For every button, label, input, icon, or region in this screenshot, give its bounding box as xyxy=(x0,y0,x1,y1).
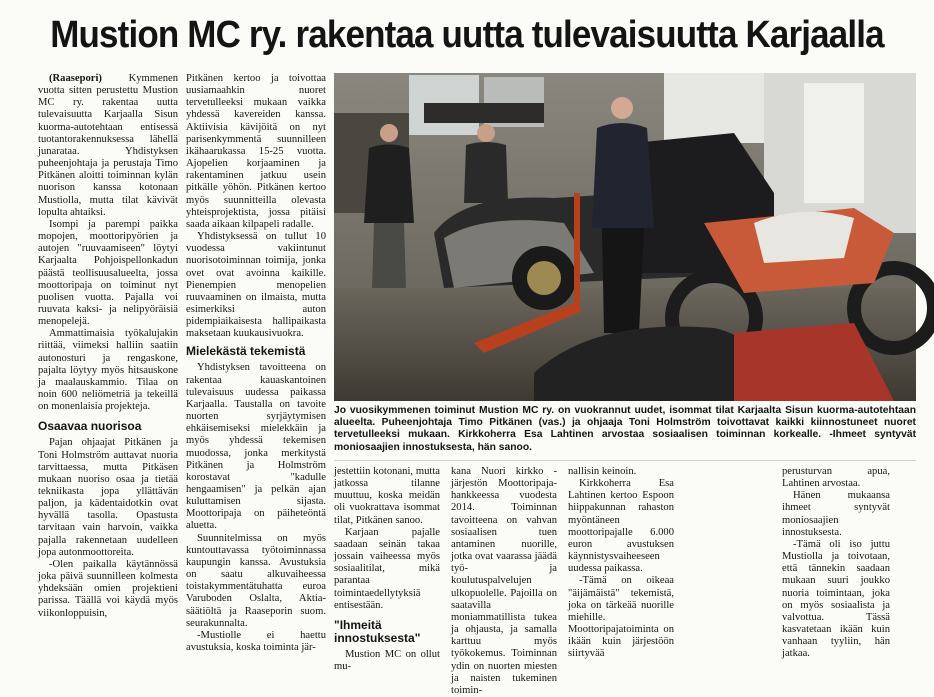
paragraph: Mustion MC on ollut mu- xyxy=(334,648,440,673)
subheading-ihmeita-innostuksesta: "Ihmeitä innostuksesta" xyxy=(334,617,421,645)
headline: Mustion MC ry. rakentaa uutta tulevaisuutta Karjaalla xyxy=(50,14,884,56)
paragraph: perusturvan apua, Lahtinen arvostaa. xyxy=(782,466,890,490)
paragraph: Pajan ohjaajat Pitkänen ja Toni Holmström auttavat nuoria tarvittaessa, mutta Pitkäsen mukaan nuoriso osaa ja tietää tekniikasta jopa yllättävän paljon, ja kädentaidotkin ovat hyvällä tasolla. Opastusta tarvitaan vain harvoin, vaikka pajalla rakennetaan uudelleen jopa autonmoottoreita. xyxy=(38,437,178,558)
photo-caption: Jo vuosikymmenen toiminut Mustion MC ry. on vuokrannut uudet, isommat tilat Karjaalta Sisun kuorma-autotehtaan alueelta. Puheenjohtaja Timo Pitkänen (vas.) ja ohjaaja Toni Holmström toivottavat kaikki kiinnostuneet nuoret tervetulleeksi mukaan. Kirkkoherra Esa Lahtinen arvostaa sosiaalisen toiminnan korkealle. -Ihmeet syntyvät moniosaajien innostuksesta, hän sanoo. xyxy=(334,405,916,453)
paragraph: Kirkkoherra Esa Lahtinen kertoo Espoon hiippakunnan rahaston myöntäneen moottoripajalle 6.000 euron avustuksen käynnistysvaiheeseen uudessa paikassa. xyxy=(568,478,674,575)
article-column-1 xyxy=(38,73,178,633)
paragraph: -Mustiolle ei haettu avustuksia, koska toiminta jär- xyxy=(186,629,326,654)
paragraph: -Tämä oli iso juttu Mustiolla ja toivotaan, että tännekin saadaan mukaan suuri joukko nuoria toimintaan, joka on myös sosiaalista ja valvottua. Tässä kasvatetaan ikään kuin vanhaan tyyliin, hän jatkaa. xyxy=(782,538,890,660)
article-column-5 xyxy=(568,466,674,660)
paragraph: nallisin keinoin. xyxy=(568,466,637,477)
subheading-mielekasta-tekemista: Mielekästä tekemistä xyxy=(186,344,306,359)
paragraph: Yhdistyksessä on tullut 10 vuodessa vakiintunut nuorisotoiminnan toimija, jonka ovet ovat avoinna kaikille. Pienempien menopelien ruuvaaminen on ilmaista, mutta esimerkiksi auton pidempiaikaisesta hallipaikasta maksetaan kuukausivuokra. xyxy=(186,231,326,340)
article-column-2 xyxy=(186,73,326,654)
paragraph: kana Nuori kirkko -järjestön Moottoripaja-hankkeessa vuodesta 2014. Toiminnan tavoitteena on vahvan sosiaalisen tuen antaminen nuorille, jotka ovat vaarassa jäädä työ- ja koulutuspalvelujen ulkopuolelle. Pajoilla on saatavilla moniammatillista tukea ja ohjausta, ja samalla karttuu myös työkokemus. Toiminnan ydin on nuorten miesten ja naisten tukeminen toimin- xyxy=(451,466,557,696)
paragraph: -Olen paikalla käytännössä joka päivä suunnilleen kolmesta yhdeksään omien projektieni parissa. Täällä voi käydä myös viikonloppuisin, xyxy=(38,558,178,619)
paragraph: Pitkänen kertoo ja toivottaa uusiamaahkin nuoret tervetulleeksi mukaan vaikka yhdessä kavereiden kanssa. Aktiivisia kävijöitä on nyt parisenkymmentä suunnilleen ikähaarukassa 15-25 vuotta. Ajopelien korjaaminen ja rakentaminen jatkuu usein pitkälle yöhön. Pitkänen kertoo myös suunnitteilla olevasta yhteisprojektista, jossa pitäisi saada aikaan kilpapeli radalle. xyxy=(186,73,326,230)
article-column-4 xyxy=(451,466,557,696)
paragraph: Yhdistyksen tavoitteena on rakentaa kauaskantoinen tulevaisuus uudessa paikassa Karjaalla. Taustalla on tavoite nuorten syrjäytymisen ehkäisemiseksi mielekkäin ja myös yhdessä tekemisen muodossa, jonka merkitystä Pitkänen ja Holmström korostavat "kadulle hengaamisen" ja pelkän ajan kuluttamisen sijasta. Moottoripaja on päiheteöntä aluetta. xyxy=(186,362,326,532)
garage-photo-illustration xyxy=(334,73,916,401)
paragraph: Ammattimaisia työkalujakin riittää, viimeksi halliin saatiin autonosturi ja rengaskone, pajalta löytyy myös hitsauskone ja maalauskammio. Tilaa on noin 600 neliömetriä ja tekeillä on monenlaisia projekteja. xyxy=(38,328,178,413)
column-divider xyxy=(334,460,916,461)
paragraph: Isompi ja parempi paikka mopojen, moottoripyörien ja autojen "ruuvaamiseen" löytyi Karjaalta Pohjoispellonkadun päästä teollisuusalueelta, jossa moottoripaja on toiminut nyt puolisen vuotta. Pajalla voi ruuvata kaksi- ja nelipyöräisiä menopelejä. xyxy=(38,218,178,328)
article-photo xyxy=(334,73,916,401)
location-label: (Raasepori) xyxy=(49,73,102,84)
paragraph: Hänen mukaansa ihmeet syntyvät moniosaajien innostuksesta. xyxy=(782,490,890,538)
paragraph: Kymmenen vuotta sitten perustettu Mustion MC ry. rakentaa uutta tulevaisuutta Karjaalla Sisun kuorma-autotehtaan entisessä tuotantorakennuksessa lähellä junarataa. Yhdistyksen puheenjohtaja ja perustaja Timo Pitkänen aloitti toiminnan kylän nuorison kanssa kotonaan Mustiolla, mutta tilat kävivät lopulta ahtaiksi. xyxy=(38,73,178,218)
paragraph: jestettiin kotonani, mutta jatkossa tilanne muuttuu, koska meidän oli vuokrattava isommat tilat, Pitkänen sanoo. xyxy=(334,466,440,526)
paragraph: Suunnitelmissa on myös kuntouttavassa työtoiminnassa kaupungin kanssa. Avustuksia on saatu alkuvaiheessa toistakymmentätuhatta euroa Varuboden Oslalta, Aktia-säätiöltä ja Raaseporin suom. seurakunnalta. xyxy=(186,532,326,629)
paragraph: -Tämä on oikeaa "äijämäistä" tekemistä, joka on tärkeää nuorille miehille. Moottoripajatoiminta on ikään kuin järjestöön siirtyvää xyxy=(568,575,674,660)
article-column-6 xyxy=(782,466,890,660)
subheading-osaavaa-nuorisoa: Osaavaa nuorisoa xyxy=(38,419,142,434)
article-column-3 xyxy=(334,466,440,673)
paragraph: Karjaan pajalle saadaan seinän takaa jossain vaiheessa myös sosiaalitilat, mikä parantaa toimintaedellytyksiä entisestään. xyxy=(334,526,440,611)
